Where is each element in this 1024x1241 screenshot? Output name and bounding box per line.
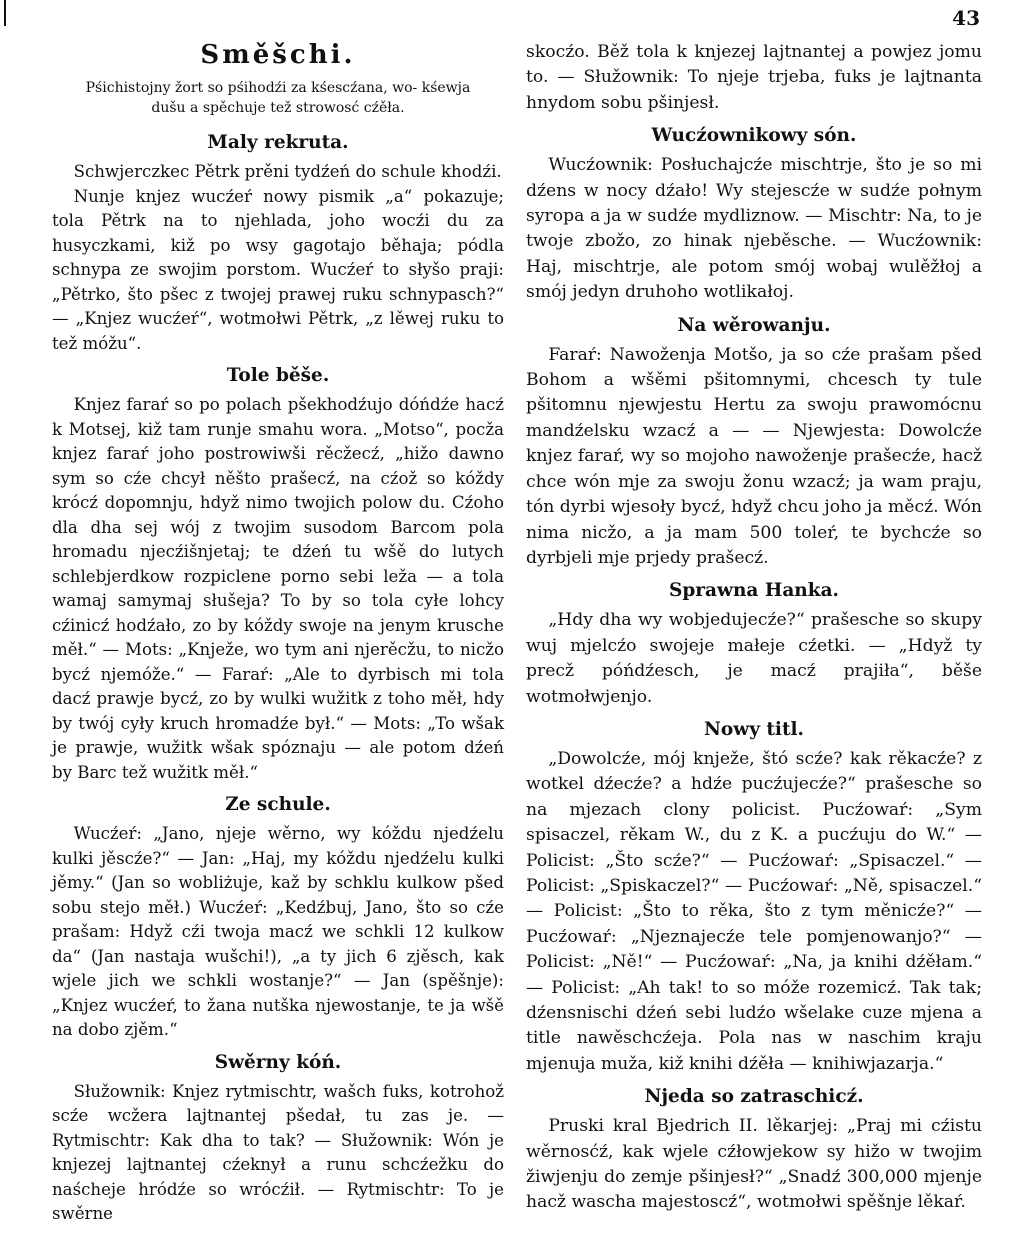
article-heading: Wucźownikowy són. <box>651 125 857 147</box>
article <box>52 792 504 1043</box>
article <box>526 578 982 710</box>
article <box>52 363 504 785</box>
article-paragraph: „Dowolcźe, mój knježe, štó scźe? kak rěkacźe? z wotkel dźecźe? a hdźe pucźujecźe?“ prašesche so na mjezach clony policist. Pucźowaŕ: „Sym spisaczel, rěkam W., du z K. a pucźuju do W.“ — Policist: „Što scźe?“ — Pucźowaŕ: „Spisaczel.“ — Policist: „Spiskaczel?“ — Pucźowaŕ: „Ně, spisaczel.“ — Policist: „Što to rěka, što z tym měnicźe?“ — Pucźowaŕ: „Njeznajecźe tele pomjenowanjo?“ — Policist: „Ně!“ — Pucźowaŕ: „Na, ja knihi dźěłam.“ — Policist: „Ah tak! to so móže rozemicź. Tak tak; dźensnischi dźeń sebi ludźo wšelake cuze mjena a title nawěschcźeja. Pola nas w naschim kraju mjenuja muža, kiž knihi dźěła — knihiwjazarja.“ <box>526 748 982 1074</box>
page-number: 43 <box>952 6 980 30</box>
article-paragraph: Słužownik: Knjez rytmischtr, wašch fuks, kotrohož scźe wcžera lajtnantej pšedał, tu zas je. — Rytmischtr: Kak dha to tak? — Słužownik: Wón je knjezej lajtnantej cźeknył a runu schcźežku do naścheje hródźe so wrócźił. — Rytmischtr: To je swěrne <box>52 1081 504 1223</box>
article <box>526 123 982 305</box>
left-column <box>52 38 504 1227</box>
left-articles <box>52 130 504 1227</box>
article-heading: Ze schule. <box>225 794 331 815</box>
article-paragraph: Faraŕ: Nawoženja Motšo, ja so cźe prašam pšed Bohom a wšěmi pšitomnymi, chcesch ty tule pšitomnu njewjestu Hertu za swoju prawomócnu mandźelsku wzacź a — — Njewjesta: Dowolcźe knjez faraŕ, wy so mojoho nawoženje prašecźe, hacž chce wón mje za swoju žonu wzacź; ja wam praju, tón dyrbi wjesoły bycź, hdyž chcu joho ja měcź. Wón nima nicžo, a ja mam 500 toleŕ, te bychcźe so dyrbjeli mje prjedy prašecź. <box>526 344 982 568</box>
article-paragraph: Schwjerczkec Pětrk prěni tydźeń do schule khodźi. <box>73 162 502 181</box>
article <box>526 313 982 572</box>
right-column <box>526 40 982 1216</box>
section-subtitle: Pśichistojny žort so pśihodźi za kśescźana, wo- kśewja dušu a spěchuje tež strowosć cźěła. <box>85 80 471 116</box>
article <box>52 1050 504 1227</box>
scan-edge-rule <box>4 0 6 26</box>
article-heading: Njeda so zatraschicź. <box>644 1086 864 1108</box>
article-heading: Swěrny kóń. <box>214 1051 342 1073</box>
article <box>526 1084 982 1216</box>
section-masthead: Směšchi. <box>200 40 356 70</box>
article-heading: Maly rekruta. <box>207 132 349 153</box>
right-articles <box>526 40 982 1216</box>
article <box>526 40 982 116</box>
article <box>526 717 982 1077</box>
article-heading: Nowy titl. <box>704 718 804 740</box>
article-paragraph: Pruski kral Bjedrich II. lěkarjej: „Praj mi cźistu wěrnosćź, kak wjele cźłowjekow sy hižo w twojim žiwjenju do zemje pšinjesł?“ „Snadź 300,000 mjenje hacž wascha majestoscź“, wotmołwi spěšnje lěkaŕ. <box>526 1116 982 1213</box>
article-paragraph: Nunje knjez wucźeŕ nowy pismik „a“ pokazuje; tola Pětrk na to njehlada, joho wocźi du za husyczkami, kiž po wsy gagotajo běhaja; pódla schnypa ze swojim porstom. Wucźeŕ to słyšo praji: „Pětrko, što pšec z twojej prawej ruku schnypasch?“ — „Knjez wucźeŕ“, wotmołwi Pětrk, „z lěwej ruku to tež móžu“. <box>52 186 504 353</box>
article-paragraph: Wucźeŕ: „Jano, njeje wěrno, wy kóždu njedźelu kulki jěscźe?“ — Jan: „Haj, my kóždu njedźelu kulki jěmy.“ (Jan so wobliżuje, kaž by schklu kulkow pšed sobu stejo měł.) Wucźeŕ: „Kedźbuj, Jano, što so cźe prašam: Hdyž cźi twoja macź we schkli 12 kulkow da“ (Jan nastaja wušchi!), „a ty jich 6 zjěsch, kak wjele jich we schkli wostanje?“ — Jan (spěšnje): „Knjez wucźeŕ, to žana nutška njewostanje, te ja wšě na dobo zjěm.“ <box>52 824 504 1039</box>
article-heading: Sprawna Hanka. <box>669 580 839 602</box>
article-paragraph: Knjez faraŕ so po polach pšekhodźujo dóńdźe hacź k Motsej, kiž tam runje smahu wora. „Motso“, pocža knjez faraŕ joho postrowiwši rěcžecź, „hižo dawno sym so cźe chcył něšto prašecź, na cźož so kóždy krócź dopomnju, hdyž nimo twojich polow du. Cźoho dla dha sej wój z twojim susodom Barcom pola hromadu njecźišnjetaj; te dźeń tu wšě do lutych schlebjerdkow rozpiclene porno sebi leža — a tola wamaj samymaj słušeja? To by so tola cyłe lohcy cźinicź hodźało, zo by kóždy swoje na jenym krusche měł.“ — Mots: „Knježe, wo tym ani njerěcžu, to nicžo bycź njemóže.“ — Faraŕ: „Ale to dyrbisch mi tola dacź prawje bycź, zo by wulki wužitk z toho měł, hdy by twój cyły kruch hromadźe był.“ — Mots: „To wšak je prawje, wužitk wšak spóznaju — ale potom dźeń by Barc tež wužitk měł.“ <box>52 395 504 782</box>
article-heading: Tole běše. <box>226 365 330 386</box>
article-paragraph: „Hdy dha wy wobjedujecźe?“ prašesche so skupy wuj mjelcźo swojeje małeje cźetki. — „Hdyž ty precž póńdźesch, je macź prajiła“, běše wotmołwjenjo. <box>526 610 982 707</box>
article <box>52 130 504 356</box>
article-heading: Na wěrowanju. <box>677 314 831 336</box>
article-paragraph: skocźo. Běž tola k knjezej lajtnantej a powjez jomu to. — Słužownik: To njeje trjeba, fuks je lajtnanta hnydom sobu pšinjesł. <box>526 42 982 113</box>
article-paragraph: Wucźownik: Posłuchajcźe mischtrje, što je so mi dźens w nocy dźało! Wy stejescźe w sudźe połnym syropa a ja w sudźe mydliznow. — Mischtr: Na, to je twoje zbožo, zo hinak njeběsche. — Wucźownik: Haj, mischtrje, ale potom smój wobaj wulěžłoj a smój jedyn druhoho wotlikałoj. <box>526 155 982 303</box>
